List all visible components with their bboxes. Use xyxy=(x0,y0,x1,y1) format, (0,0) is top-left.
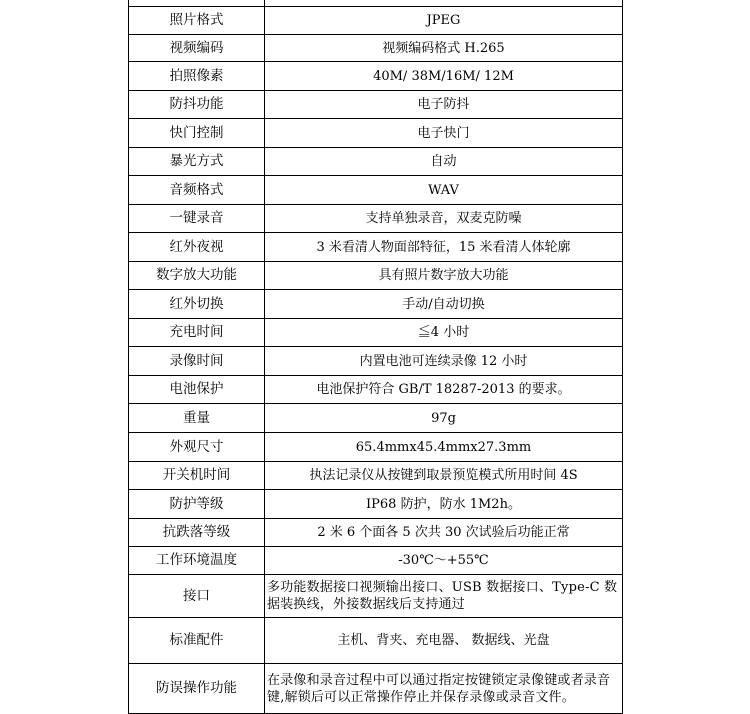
table-row xyxy=(129,618,623,664)
spec-value: JPEG xyxy=(265,7,623,35)
spec-label: 电池保护 xyxy=(129,376,265,404)
spec-label: 防抖功能 xyxy=(129,91,265,119)
spec-table-body xyxy=(129,0,623,714)
spec-label: 拍照像素 xyxy=(129,62,265,91)
table-row xyxy=(129,664,623,714)
spec-value: 在录像和录音过程中可以通过指定按键锁定录像键或者录音键,解锁后可以正常操作停止并保存录像或录音文件。 xyxy=(265,664,623,714)
spec-label: 标准配件 xyxy=(129,618,265,664)
spec-value: 视频编码格式 H.265 xyxy=(265,35,623,62)
table-row xyxy=(129,433,623,462)
spec-table xyxy=(128,0,623,714)
spec-value: -30℃～+55℃ xyxy=(265,547,623,575)
spec-value: WAV xyxy=(265,176,623,205)
table-row xyxy=(129,490,623,519)
spec-value: ≦4 小时 xyxy=(265,319,623,347)
table-row xyxy=(129,575,623,618)
spec-label: 红外切换 xyxy=(129,290,265,319)
spec-label: 防误操作功能 xyxy=(129,664,265,714)
table-row xyxy=(129,462,623,490)
spec-value: 电子防抖 xyxy=(265,91,623,119)
table-row xyxy=(129,290,623,319)
spec-value: 2 米 6 个面各 5 次共 30 次试验后功能正常 xyxy=(265,519,623,547)
spec-value: 手动/自动切换 xyxy=(265,290,623,319)
table-row xyxy=(129,205,623,233)
spec-value: IP68 防护，防水 1M2h。 xyxy=(265,490,623,519)
table-row xyxy=(129,233,623,262)
spec-value: 电子快门 xyxy=(265,119,623,148)
spec-label: 暴光方式 xyxy=(129,148,265,176)
spec-label: 接口 xyxy=(129,575,265,618)
spec-value: 具有照片数字放大功能 xyxy=(265,262,623,290)
spec-label: 录像时间 xyxy=(129,347,265,376)
spec-value: 97g xyxy=(265,404,623,433)
spec-label: 快门控制 xyxy=(129,119,265,148)
spec-value: 主机、背夹、充电器、 数据线、光盘 xyxy=(265,618,623,664)
table-row xyxy=(129,262,623,290)
table-row xyxy=(129,404,623,433)
spec-value: 电池保护符合 GB/T 18287-2013 的要求。 xyxy=(265,376,623,404)
spec-label: 音频格式 xyxy=(129,176,265,205)
table-row xyxy=(129,62,623,91)
table-row xyxy=(129,91,623,119)
table-row xyxy=(129,7,623,35)
spec-label: 重量 xyxy=(129,404,265,433)
spec-label: 抗跌落等级 xyxy=(129,519,265,547)
table-row xyxy=(129,148,623,176)
table-row xyxy=(129,119,623,148)
spec-value: 3 米看清人物面部特征，15 米看清人体轮廓 xyxy=(265,233,623,262)
spec-value: 多功能数据接口视频输出接口、USB 数据接口、Type-C 数据装换线，外接数据线后支持通过 xyxy=(265,575,623,618)
spec-label: 充电时间 xyxy=(129,319,265,347)
table-row xyxy=(129,176,623,205)
spec-label: 数字放大功能 xyxy=(129,262,265,290)
spec-label: 视频编码 xyxy=(129,35,265,62)
spec-label: 开关机时间 xyxy=(129,462,265,490)
spec-value: 65.4mmx45.4mmx27.3mm xyxy=(265,433,623,462)
table-row xyxy=(129,347,623,376)
spec-label: 防护等级 xyxy=(129,490,265,519)
spec-value: 执法记录仪从按键到取景预览模式所用时间 4S xyxy=(265,462,623,490)
table-row xyxy=(129,547,623,575)
spec-value: 内置电池可连续录像 12 小时 xyxy=(265,347,623,376)
table-row xyxy=(129,376,623,404)
table-row xyxy=(129,319,623,347)
spec-value: 自动 xyxy=(265,148,623,176)
spec-label: 一键录音 xyxy=(129,205,265,233)
spec-label: 外观尺寸 xyxy=(129,433,265,462)
table-row xyxy=(129,519,623,547)
spec-value: 支持单独录音，双麦克防噪 xyxy=(265,205,623,233)
spec-value: 40M/ 38M/16M/ 12M xyxy=(265,62,623,91)
spec-label: 工作环境温度 xyxy=(129,547,265,575)
spec-label: 照片格式 xyxy=(129,7,265,35)
spec-label: 红外夜视 xyxy=(129,233,265,262)
table-row xyxy=(129,35,623,62)
